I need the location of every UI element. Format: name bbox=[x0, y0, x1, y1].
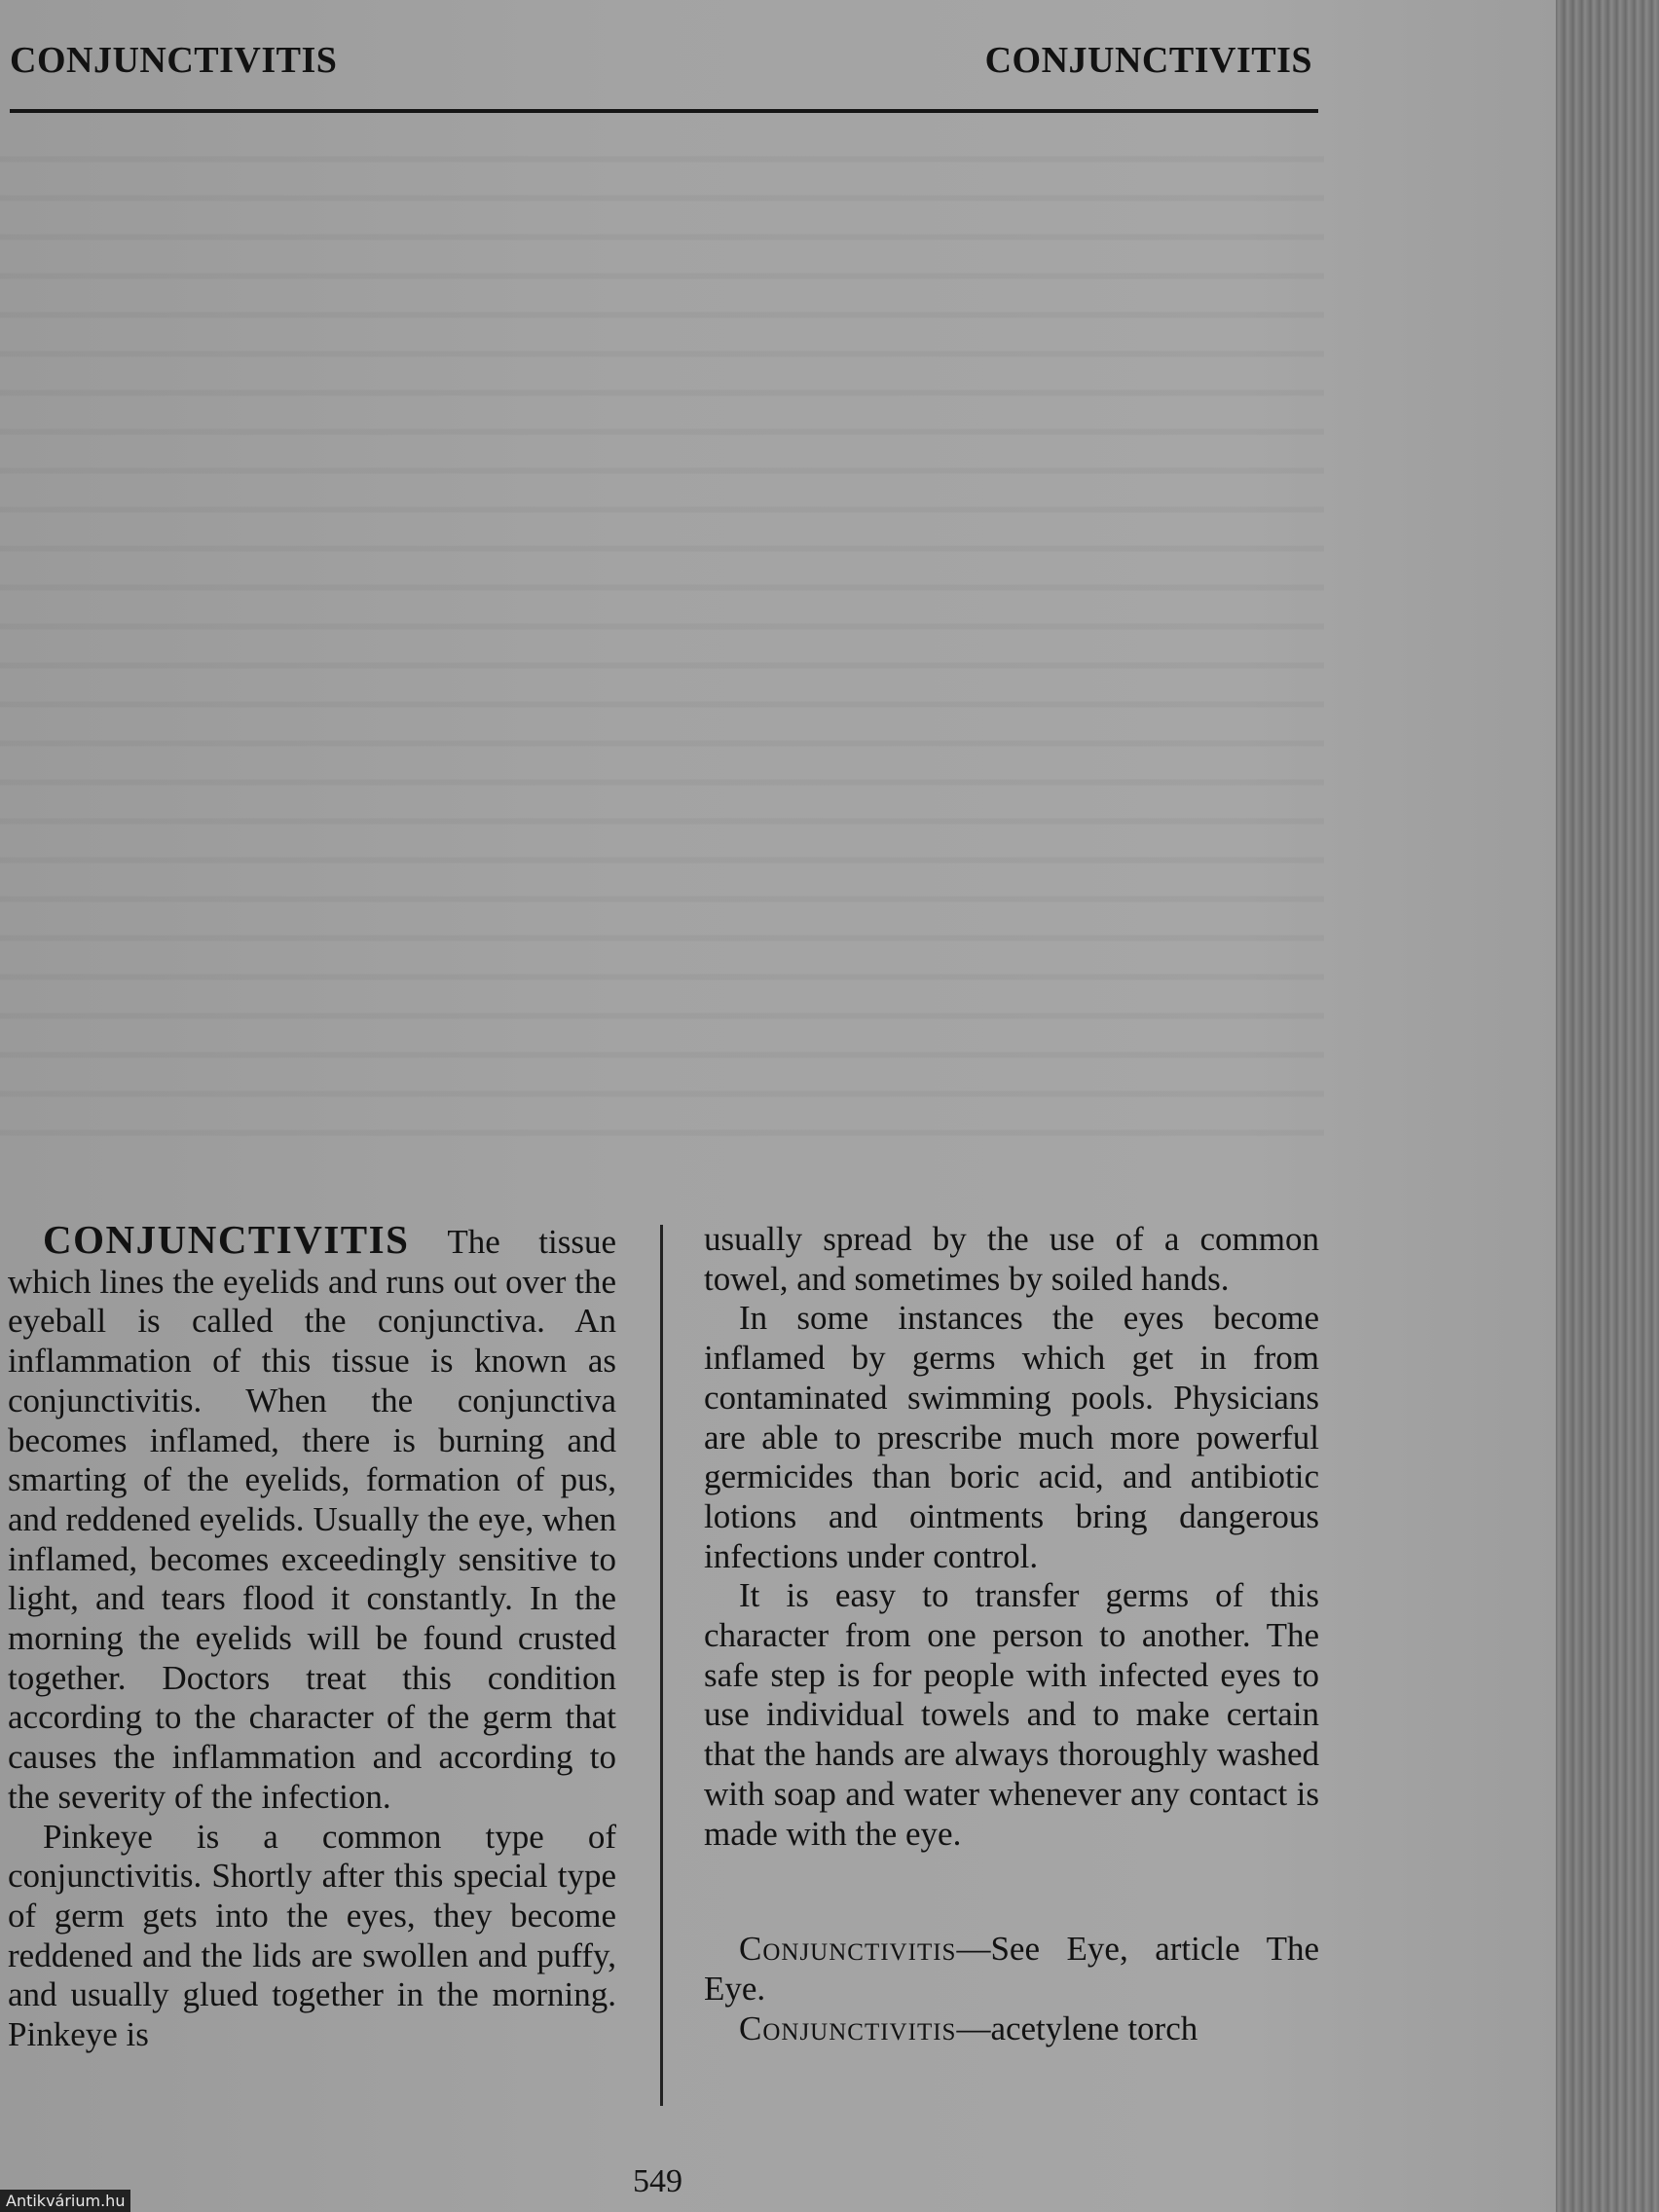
cross-reference-term: Conjunctivitis bbox=[739, 1930, 957, 1969]
entry-paragraph-3: usually spread by the use of a common towel, and sometimes by soiled hands. bbox=[704, 1220, 1319, 1298]
left-column bbox=[8, 1217, 616, 2055]
cross-reference-text: —acetylene torch bbox=[956, 2009, 1198, 2047]
header-rule bbox=[10, 109, 1318, 113]
cross-reference-term: Conjunctivitis bbox=[739, 2009, 957, 2047]
page-number: 549 bbox=[633, 2163, 682, 2199]
entry-paragraph-1 bbox=[8, 1217, 616, 1818]
entry-paragraph-4: In some instances the eyes become inflamed by germs which get in from contaminated swimming pools. Physicians are able to prescribe much more powerful germicides than boric acid, and antibiotic lotions and ointments bring dangerous infections under control. bbox=[704, 1299, 1319, 1575]
cross-reference-text: —See Eye, article The Eye. bbox=[704, 1930, 1319, 2008]
column-rule bbox=[660, 1225, 663, 2106]
watermark: Antikvárium.hu bbox=[0, 2190, 130, 2212]
running-head-left: CONJUNCTIVITIS bbox=[10, 40, 338, 81]
entry-headword: CONJUNCTIVITIS bbox=[43, 1217, 410, 1262]
show-through-text bbox=[0, 127, 1324, 1159]
running-head-right: CONJUNCTIVITIS bbox=[984, 40, 1312, 81]
cross-reference-1 bbox=[704, 1930, 1319, 2009]
entry-text-1: The tissue which lines the eyelids and runs out over the eyeball is called the conjunctiva. An inflammation of this tissue is known as conjunctivitis. When the conjunctiva becomes inflamed, there is burning and smarting of the eyelids, formation of pus, and reddened eyelids. Usually the eye, when inflamed, becomes exceedingly sensitive to light, and tears flood it constantly. In the morning the eyelids will be found crusted together. Doctors treat this condition according to the character of the germ that causes the inflammation and according to the severity of the infection. bbox=[8, 1223, 616, 1816]
cross-reference-2 bbox=[704, 2009, 1319, 2049]
book-page-edges bbox=[1556, 0, 1659, 2212]
right-column bbox=[704, 1220, 1319, 2048]
entry-paragraph-2: Pinkeye is a common type of conjunctivitis. Shortly after this special type of germ gets into the eyes, they become reddened and the lids are swollen and puffy, and usually glued together in the morning. Pinkeye is bbox=[8, 1817, 616, 2054]
entry-paragraph-5: It is easy to transfer germs of this character from one person to another. The safe step is for people with infected eyes to use individual towels and to make certain that the hands are always thoroughly washed with soap and water whenever any contact is made with the eye. bbox=[704, 1576, 1319, 1853]
